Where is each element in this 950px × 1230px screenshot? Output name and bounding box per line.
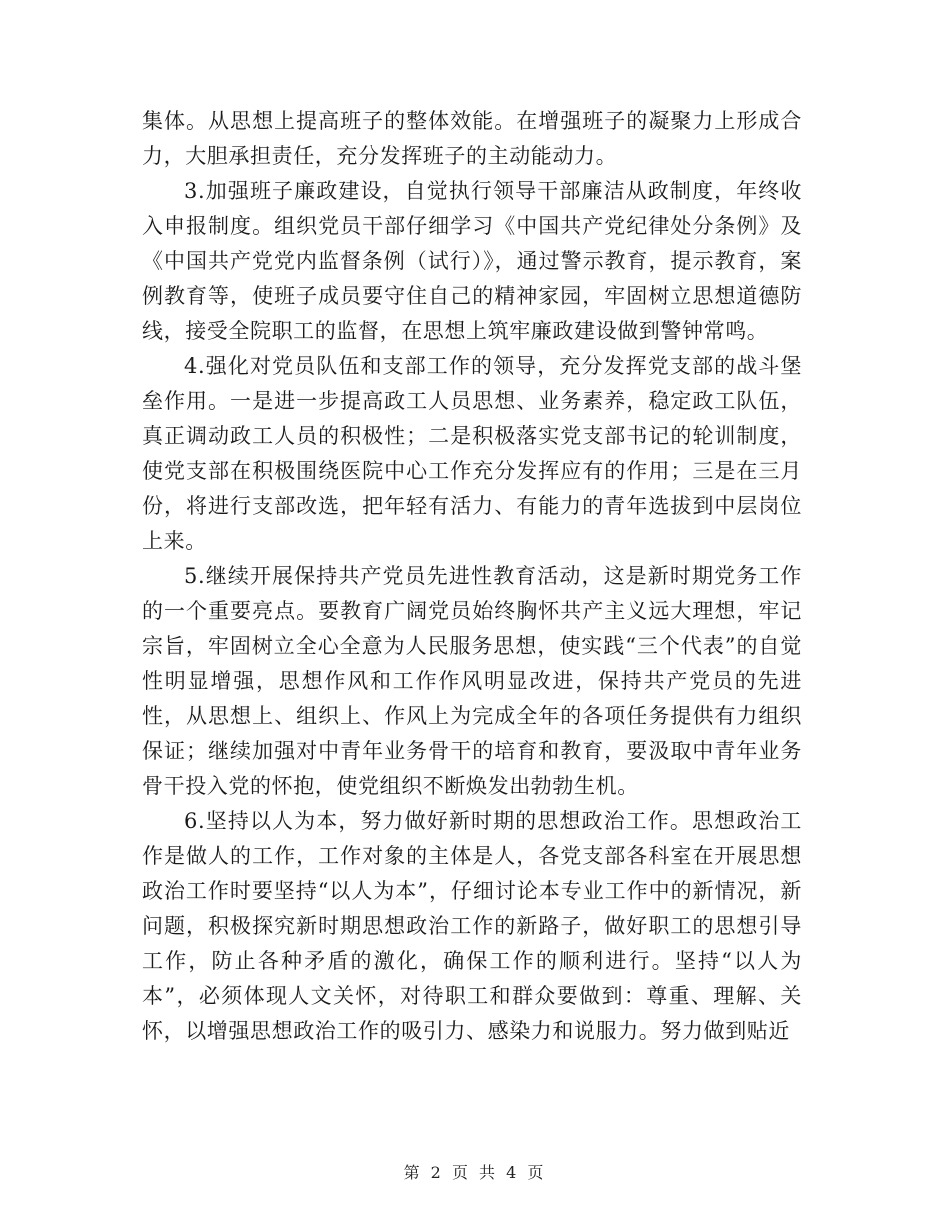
paragraph-item-4: 4.强化对党员队伍和支部工作的领导，充分发挥党支部的战斗堡垒作用。一是进一步提高政工人员思想、业务素养，稳定政工队伍，真正调动政工人员的积极性；二是积极落实党支部书记的轮训制度，使党支部在积极围绕医院中心工作充分发挥应有的作用；三是在三月份，将进行支部改选，把年轻有活力、有能力的青年选拔到中层岗位上来。 [142, 354, 802, 553]
paragraph-item-5: 5.继续开展保持共产党员先进性教育活动，这是新时期党务工作的一个重要亮点。要教育广阔党员始终胸怀共产主义远大理想，牢记宗旨，牢固树立全心全意为人民服务思想，使实践“三个代表”的自觉性明显增强，思想作风和工作作风明显改进，保持共产党员的先进性，从思想上、组织上、作风上为完成全年的各项任务提供有力组织保证；继续加强对中青年业务骨干的培育和教育，要汲取中青年业务骨干投入党的怀抱，使党组织不断焕发出勃勃生机。 [142, 564, 802, 798]
page-number-footer: 第 2 页 共 4 页 [403, 1163, 547, 1182]
paragraph-item-3: 3.加强班子廉政建设，自觉执行领导干部廉洁从政制度，年终收入申报制度。组织党员干部仔细学习《中国共产党纪律处分条例》及《中国共产党党内监督条例（试行）》，通过警示教育，提示教育，案例教育等，使班子成员要守住自己的精神家园，牢固树立思想道德防线，接受全院职工的监督，在思想上筑牢廉政建设做到警钟常鸣。 [142, 179, 802, 343]
paragraph-continuation: 集体。从思想上提高班子的整体效能。在增强班子的凝聚力上形成合力，大胆承担责任，充分发挥班子的主动能动力。 [142, 109, 802, 168]
paragraph-item-6: 6.坚持以人为本，努力做好新时期的思想政治工作。思想政治工作是做人的工作，工作对象的主体是人，各党支部各科室在开展思想政治工作时要坚持“以人为本”，仔细讨论本专业工作中的新情况，新问题，积极探究新时期思想政治工作的新路子，做好职工的思想引导工作，防止各种矛盾的激化，确保工作的顺利进行。坚持“以人为本”，必须体现人文关怀，对待职工和群众要做到：尊重、理解、关怀，以增强思想政治工作的吸引力、感染力和说服力。努力做到贴近 [142, 809, 802, 1043]
document-body [142, 104, 802, 1049]
